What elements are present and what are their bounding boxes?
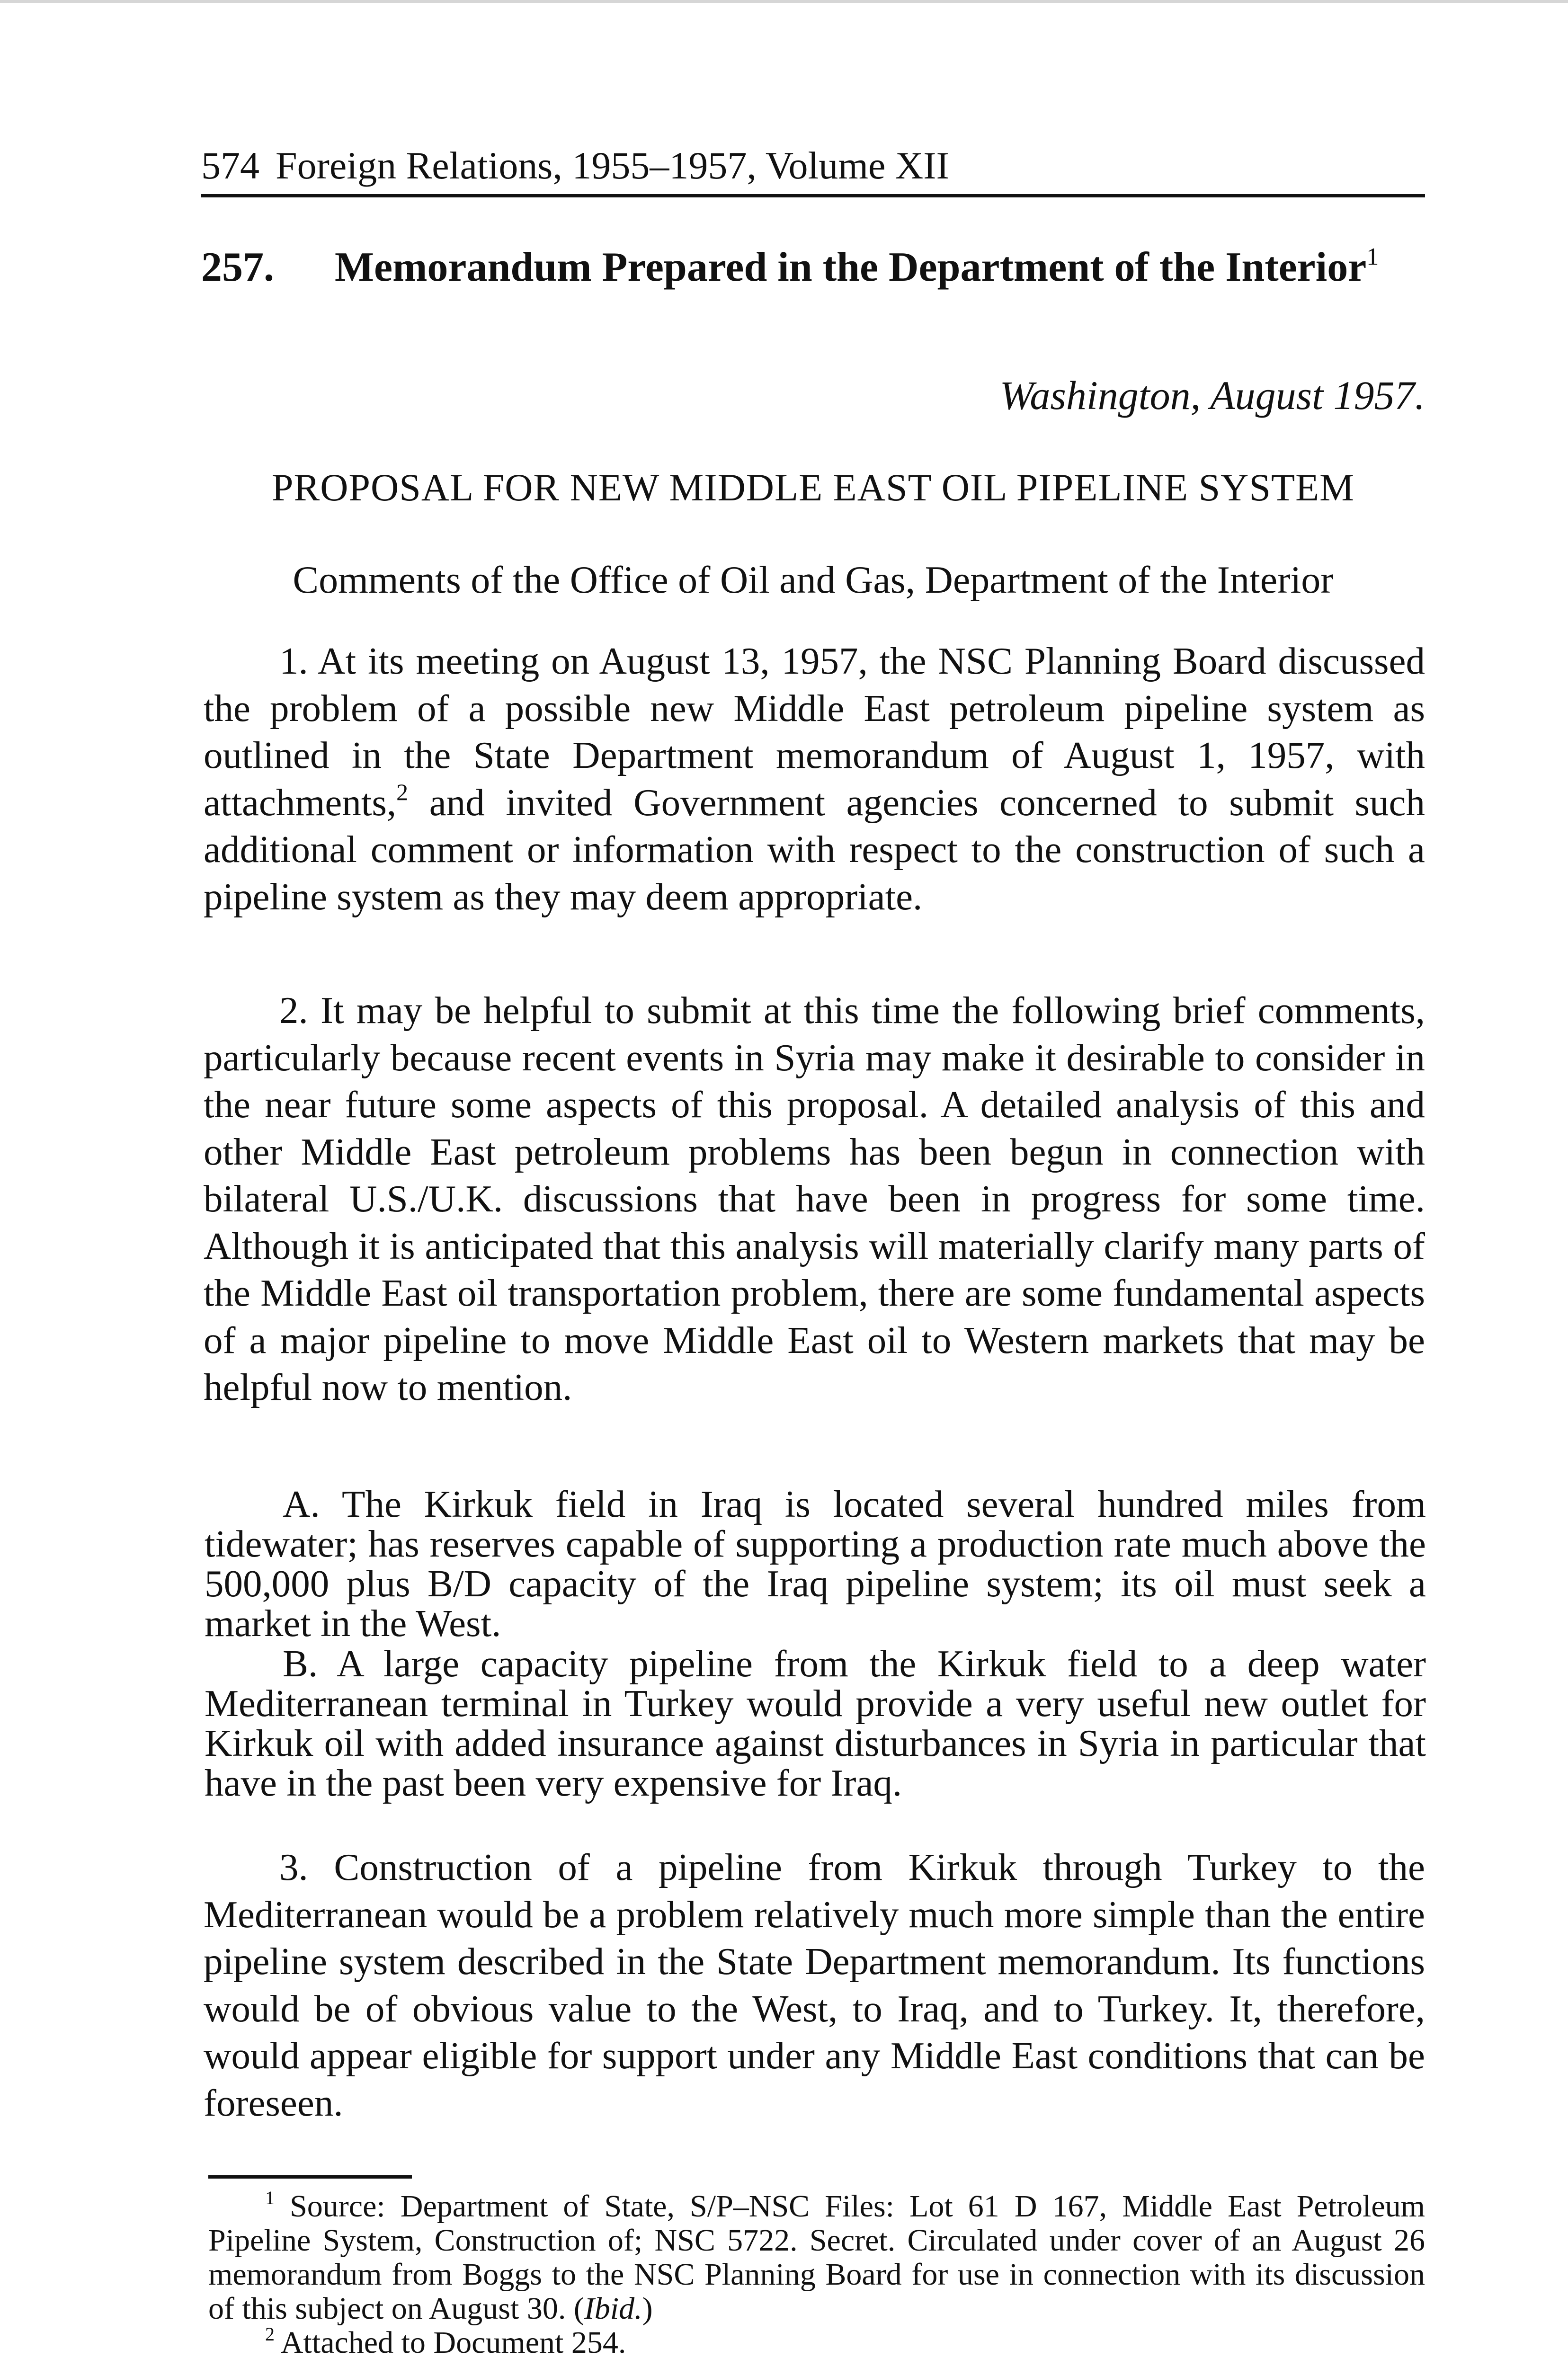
- subparagraph-b-text: B. A large capacity pipeline from the Kirkuk field to a deep water Mediterranean terminal in Turkey would provide a very useful new outlet for Kirkuk oil with added insurance against disturbances in Syria in particular that have in the past been very expensive for Iraq.: [205, 1642, 1426, 1804]
- paragraph-2: [204, 987, 1425, 1411]
- volume-title: Foreign Relations, 1955–1957, Volume XII: [276, 144, 949, 187]
- footnote-2: [208, 2323, 1425, 2360]
- subparagraph-a-text: A. The Kirkuk field in Iraq is located several hundred miles from tidewater; has reserves capable of supporting a production rate much above the 500,000 plus B/D capacity of the Iraq pipeline system; its oil must seek a market in the West.: [205, 1483, 1426, 1645]
- paragraph-1-text-a: 1. At its meeting on August 13, 1957, the NSC Planning Board discussed the problem of a possible new Middle East petroleum pipeline system as outlined in the State Department memorandum of August 1, 1957, with attachments,: [204, 640, 1425, 824]
- footnote-rule: [208, 2175, 412, 2179]
- scan-edge: [0, 0, 1568, 3]
- memo-subheading: Comments of the Office of Oil and Gas, Department of the Interior: [293, 558, 1334, 601]
- footnotes: [208, 2189, 1425, 2360]
- document-title: Memorandum Prepared in the Department of the Interior: [335, 244, 1367, 290]
- subparagraph-a: [205, 1484, 1426, 1643]
- page-number: 574: [201, 144, 259, 187]
- footnote-1-text: Source: Department of State, S/P–NSC Files: Lot 61 D 167, Middle East Petroleum Pipeline System, Construction of; NSC 5722. Secret. Circulated under cover of an August 26 memorandum from Boggs to the NSC Planning Board for use in connection with its discussion of this subject on August 30. (: [208, 2189, 1425, 2326]
- memo-heading: PROPOSAL FOR NEW MIDDLE EAST OIL PIPELINE SYSTEM: [271, 466, 1355, 509]
- footnote-ref-1: 1: [1366, 243, 1379, 270]
- footnote-ref-2: 2: [396, 778, 409, 805]
- document-heading: [201, 241, 1430, 294]
- paragraph-1: [204, 638, 1425, 920]
- paragraph-3-text: 3. Construction of a pipeline from Kirkuk through Turkey to the Mediterranean would be a problem relatively much more simple than the entire pipeline system described in the State Department memorandum. Its functions would be of obvious value to the West, to Iraq, and to Turkey. It, therefore, would appear eligible for support under any Middle East conditions that can be foreseen.: [204, 1846, 1425, 2124]
- paragraph-1-text-b: and invited Government agencies concerned to submit such additional comment or information with respect to the construction of such a pipeline system as they may deem appropriate.: [204, 781, 1425, 918]
- footnote-2-marker: 2: [265, 2323, 275, 2345]
- header-rule: [201, 194, 1425, 197]
- footnote-2-text: Attached to Document 254.: [280, 2325, 626, 2360]
- footnote-1: [208, 2189, 1425, 2326]
- footnote-1-marker: 1: [265, 2187, 275, 2208]
- running-head: [201, 142, 1430, 189]
- paragraph-3: [204, 1844, 1425, 2127]
- document-number: 257.: [201, 244, 274, 290]
- paragraph-2-text: 2. It may be helpful to submit at this time the following brief comments, particularly because recent events in Syria may make it desirable to consider in the near future some aspects of this proposal. A detailed analysis of this and other Middle East petroleum problems has been begun in connection with bilateral U.S./U.K. discussions that have been in progress for some time. Although it is anticipated that this analysis will materially clarify many parts of the Middle East oil transportation problem, there are some fundamental aspects of a major pipeline to move Middle East oil to Western markets that may be helpful now to mention.: [204, 989, 1425, 1408]
- dateline: Washington, August 1957.: [999, 373, 1425, 418]
- subparagraph-b: [205, 1644, 1426, 1803]
- footnote-1-ibid: Ibid.: [584, 2291, 642, 2326]
- footnote-1-close: ): [642, 2291, 653, 2326]
